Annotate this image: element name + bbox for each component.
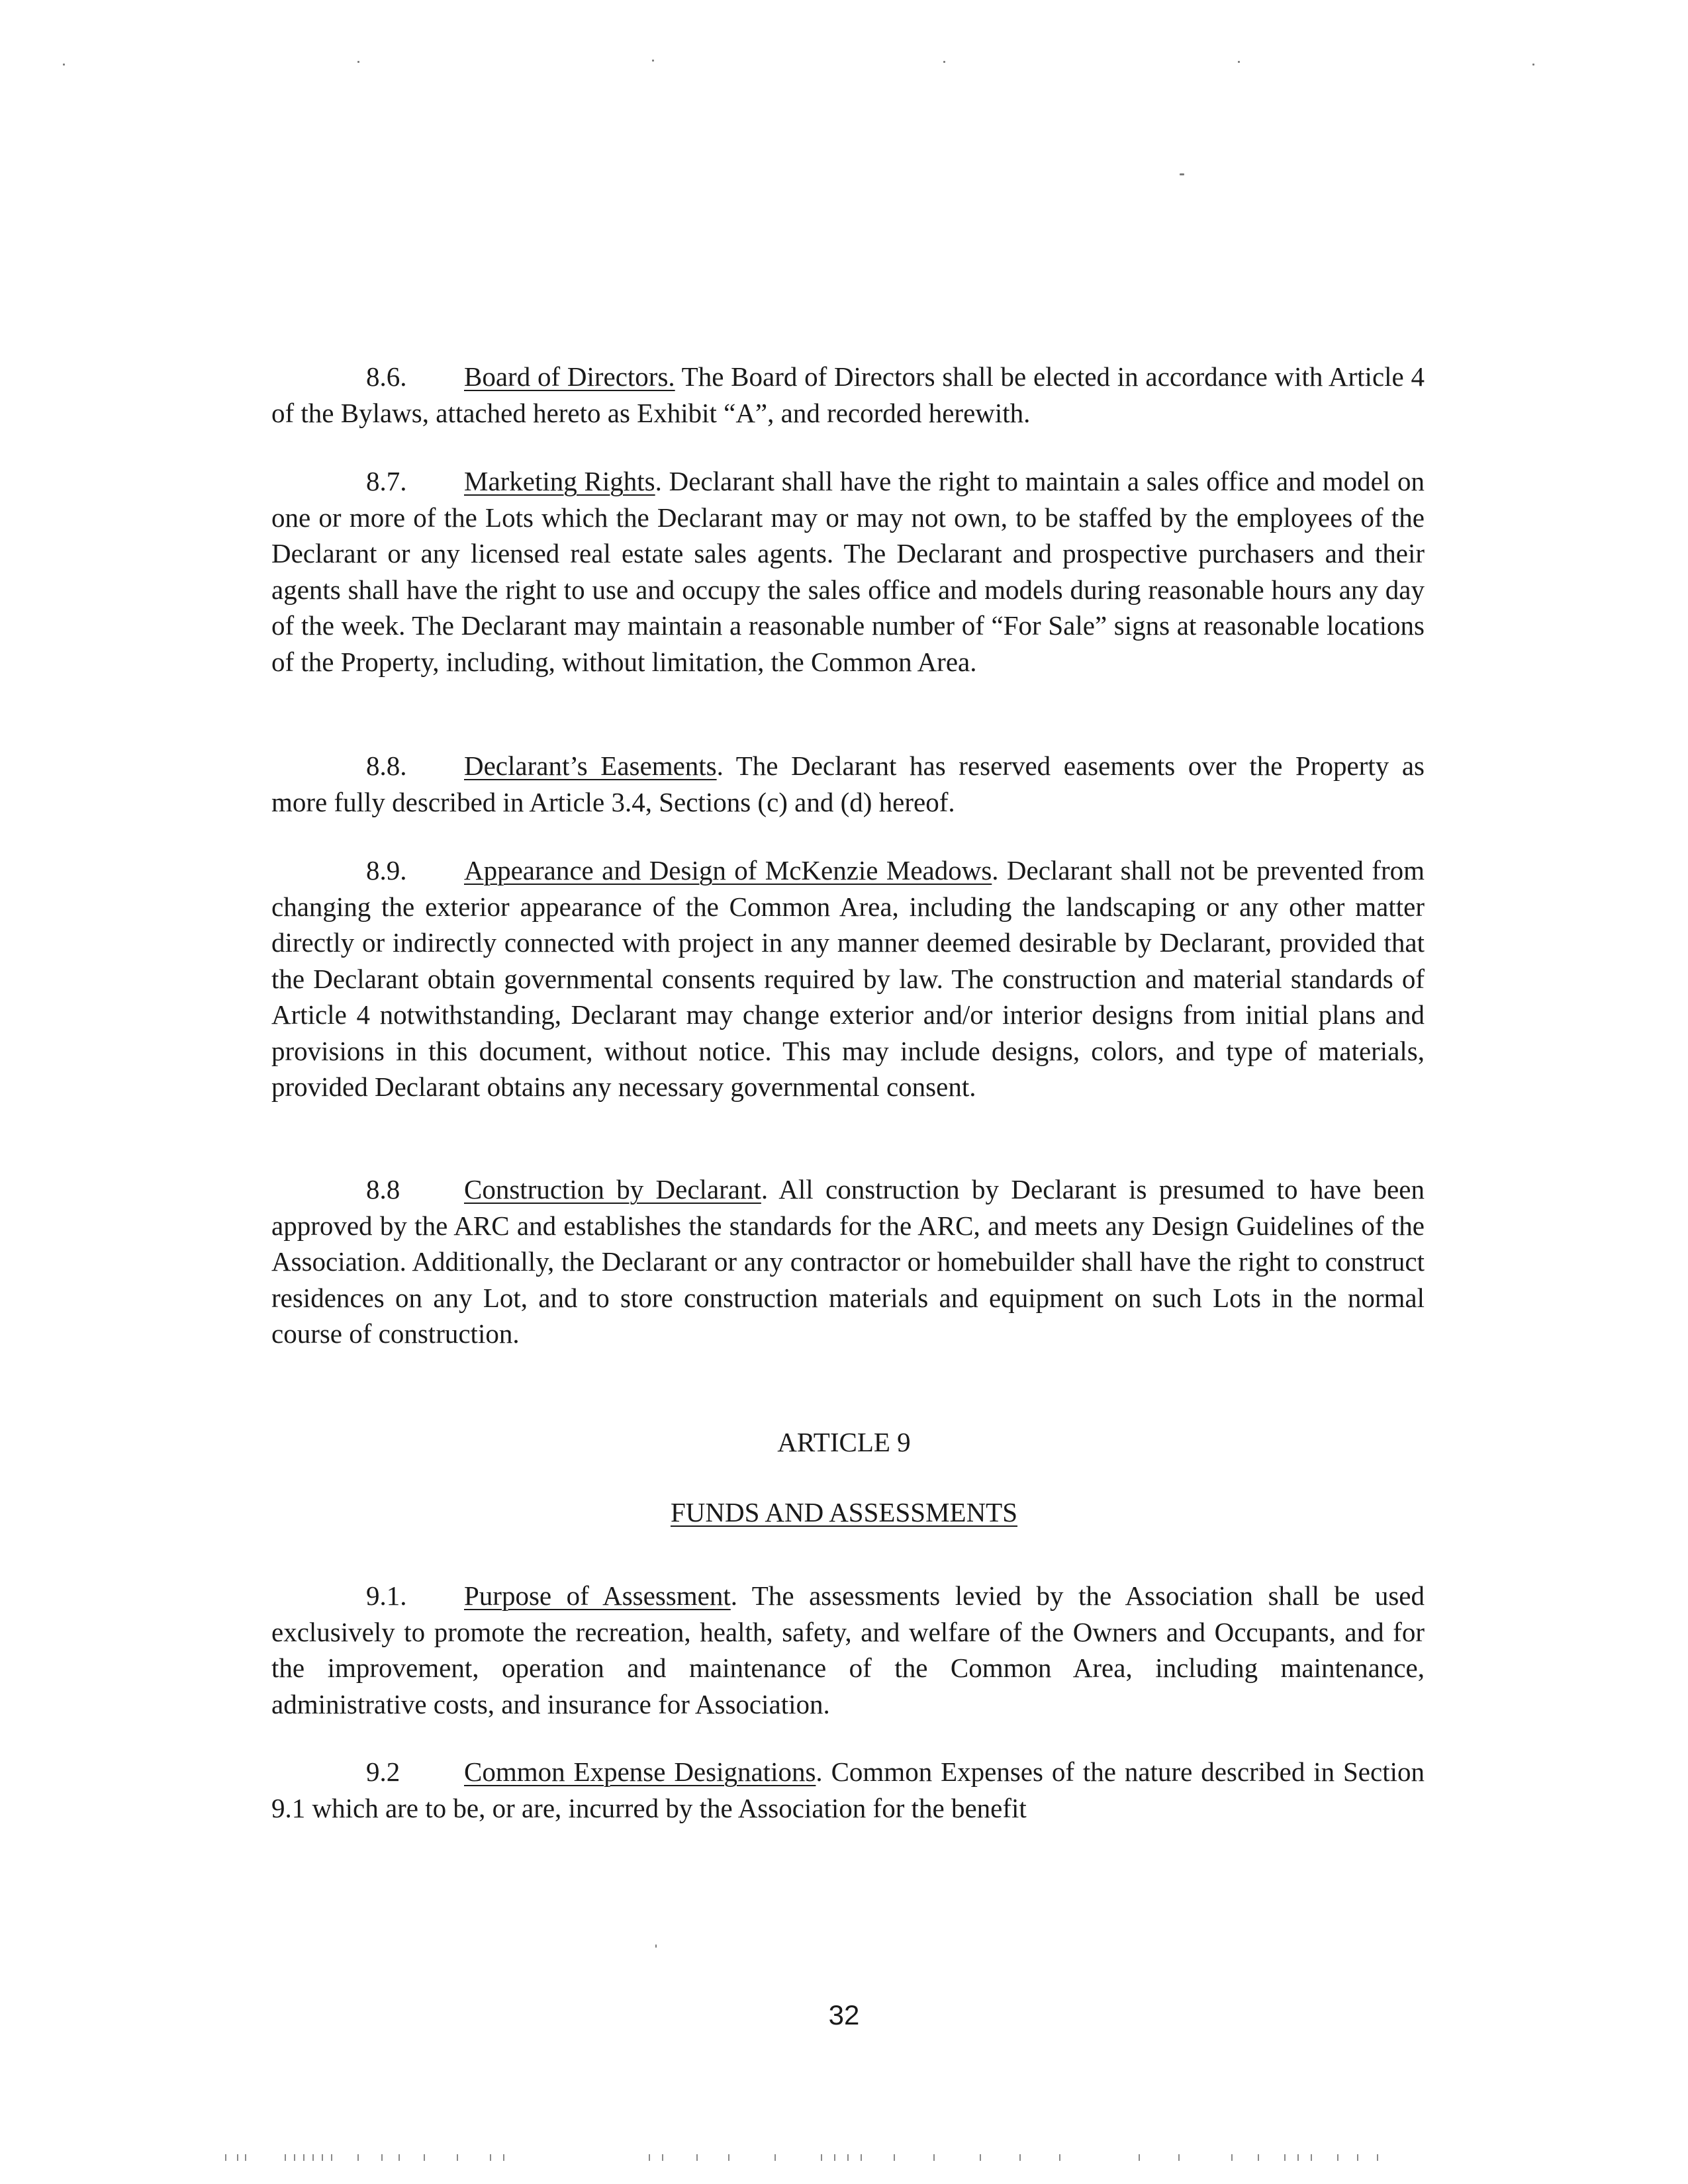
paragraph-body: The Board of Directors shall be elected in accordance with Article 4 of the Bylaws, attached hereto as Exhibit “A”, and recorded herewith. <box>271 361 1425 428</box>
scan-noise-tick <box>1059 2154 1060 2161</box>
scan-speck <box>655 1944 657 1948</box>
scan-speck <box>1238 61 1240 63</box>
section-8-8-easements <box>271 748 1425 820</box>
paragraph <box>271 463 1425 680</box>
paragraph <box>271 1754 1425 1826</box>
paragraph-number: 8.9. <box>366 855 407 886</box>
scan-noise-tick <box>294 2154 295 2161</box>
page-number: 32 <box>828 1999 860 2030</box>
scan-noise-tick <box>1377 2154 1378 2161</box>
scan-noise-tick <box>894 2154 895 2161</box>
scan-noise-tick <box>1178 2154 1180 2161</box>
scan-speck <box>1532 64 1534 66</box>
scan-noise-tick <box>1231 2154 1233 2161</box>
scan-noise-tick <box>237 2154 238 2161</box>
paragraph-number: 8.6. <box>366 361 407 392</box>
paragraph-number: 8.8 <box>366 1174 400 1205</box>
article-title: ARTICLE 9 <box>777 1427 911 1457</box>
scan-noise-tick <box>357 2154 359 2161</box>
scan-noise-tick <box>312 2154 314 2161</box>
section-9-2 <box>271 1754 1425 1826</box>
scan-noise-tick <box>1284 2154 1286 2161</box>
paragraph-body: . All construction by Declarant is presumed to have been approved by the ARC and establishes the standards for the ARC, and meets any Design Guidelines of the Association. Additionally, the Declarant or any contractor or homebuilder shall have the right to construct residences on any Lot, and to store construction materials and equipment on such Lots in the normal course of construction. <box>271 1174 1425 1349</box>
scan-noise-tick <box>649 2154 650 2161</box>
scan-noise-strip <box>225 2153 1483 2162</box>
paragraph <box>271 359 1425 431</box>
scan-noise-tick <box>503 2154 504 2161</box>
scan-noise-tick <box>1297 2154 1299 2161</box>
scan-noise-tick <box>285 2154 286 2161</box>
paragraph-number: 9.1. <box>366 1580 407 1611</box>
paragraph <box>271 748 1425 820</box>
article-subtitle <box>0 1494 1688 1530</box>
scan-speck <box>357 61 359 63</box>
paragraph-heading: Purpose of Assessment <box>464 1580 731 1611</box>
paragraph-number: 8.8. <box>366 751 407 781</box>
scan-noise-tick <box>821 2154 822 2161</box>
scan-noise-tick <box>303 2154 305 2161</box>
scan-noise-tick <box>980 2154 981 2161</box>
paragraph-heading: Common Expense Designations <box>464 1756 816 1787</box>
section-8-6 <box>271 359 1425 431</box>
paragraph-body: . Declarant shall have the right to maintain a sales office and model on one or more of the Lots which the Declarant may or may not own, to be staffed by the employees of the Declarant or any licensed real estate sales agents. The Declarant and prospective purchasers and their agents shall have the right to use and occupy the sales office and models during reasonable hours any day of the week. The Declarant may maintain a reasonable number of “For Sale” signs at reasonable locations of the Property, including, without limitation, the Common Area. <box>271 466 1425 677</box>
paragraph-heading: Appearance and Design of McKenzie Meadows <box>464 855 992 886</box>
scan-noise-tick <box>933 2154 935 2161</box>
scan-speck <box>943 61 945 63</box>
scan-noise-tick <box>834 2154 835 2161</box>
article-subtitle-text: FUNDS AND ASSESSMENTS <box>670 1497 1018 1527</box>
scan-noise-tick <box>662 2154 663 2161</box>
paragraph-number: 9.2 <box>366 1756 400 1787</box>
scan-noise-tick <box>1258 2154 1259 2161</box>
paragraph-number: 8.7. <box>366 466 407 496</box>
scan-noise-tick <box>381 2154 383 2161</box>
scan-noise-tick <box>1139 2154 1140 2161</box>
paragraph-body: . Declarant shall not be prevented from changing the exterior appearance of the Common Area, including the landscaping or any other matter directly or indirectly connected with project in any manner deemed desirable by Declarant, provided that the Declarant obtain governmental consents required by law. The construction and material standards of Article 4 notwithstanding, Declarant may change exterior and/or interior designs from initial plans and provisions in this document, without notice. This may include designs, colors, and type of materials, provided Declarant obtains any necessary governmental consent. <box>271 855 1425 1102</box>
paragraph-heading: Marketing Rights <box>464 466 655 496</box>
scan-noise-tick <box>245 2154 246 2161</box>
paragraph-heading: Declarant’s Easements <box>464 751 717 781</box>
scan-noise-tick <box>490 2154 491 2161</box>
scan-speck <box>63 64 65 66</box>
scan-speck <box>652 60 654 62</box>
scan-noise-tick <box>696 2154 698 2161</box>
scan-noise-tick <box>225 2154 226 2161</box>
section-8-9 <box>271 852 1425 1105</box>
scan-noise-tick <box>457 2154 458 2161</box>
scan-noise-tick <box>847 2154 849 2161</box>
paragraph <box>271 1171 1425 1352</box>
paragraph-heading: Construction by Declarant <box>464 1174 761 1205</box>
scan-noise-tick <box>322 2154 323 2161</box>
paragraph-body: . Common Expenses of the nature described in Section 9.1 which are to be, or are, incurred by the Association for the benefit <box>271 1756 1425 1823</box>
scan-noise-tick <box>399 2154 400 2161</box>
scan-noise-tick <box>728 2154 729 2161</box>
paragraph <box>271 1578 1425 1722</box>
scan-noise-tick <box>1357 2154 1358 2161</box>
scan-noise-tick <box>861 2154 862 2161</box>
section-9-1 <box>271 1578 1425 1722</box>
paragraph <box>271 852 1425 1105</box>
scan-noise-tick <box>1337 2154 1338 2161</box>
scan-noise-tick <box>424 2154 425 2161</box>
paragraph-heading: Board of Directors. <box>464 361 675 392</box>
scan-noise-tick <box>774 2154 776 2161</box>
scan-noise-tick <box>1311 2154 1312 2161</box>
paragraph-body: . The assessments levied by the Association shall be used exclusively to promote the recreation, health, safety, and welfare of the Owners and Occupants, and for the improvement, operation and maintenance of the Common Area, including maintenance, administrative costs, and insurance for Association. <box>271 1580 1425 1719</box>
scan-noise-tick <box>1019 2154 1021 2161</box>
scan-noise-tick <box>331 2154 332 2161</box>
section-8-8-construction <box>271 1171 1425 1352</box>
paragraph-body: . The Declarant has reserved easements over the Property as more fully described in Article 3.4, Sections (c) and (d) hereof. <box>271 751 1425 817</box>
scan-speck <box>1180 173 1184 175</box>
section-8-7 <box>271 463 1425 680</box>
